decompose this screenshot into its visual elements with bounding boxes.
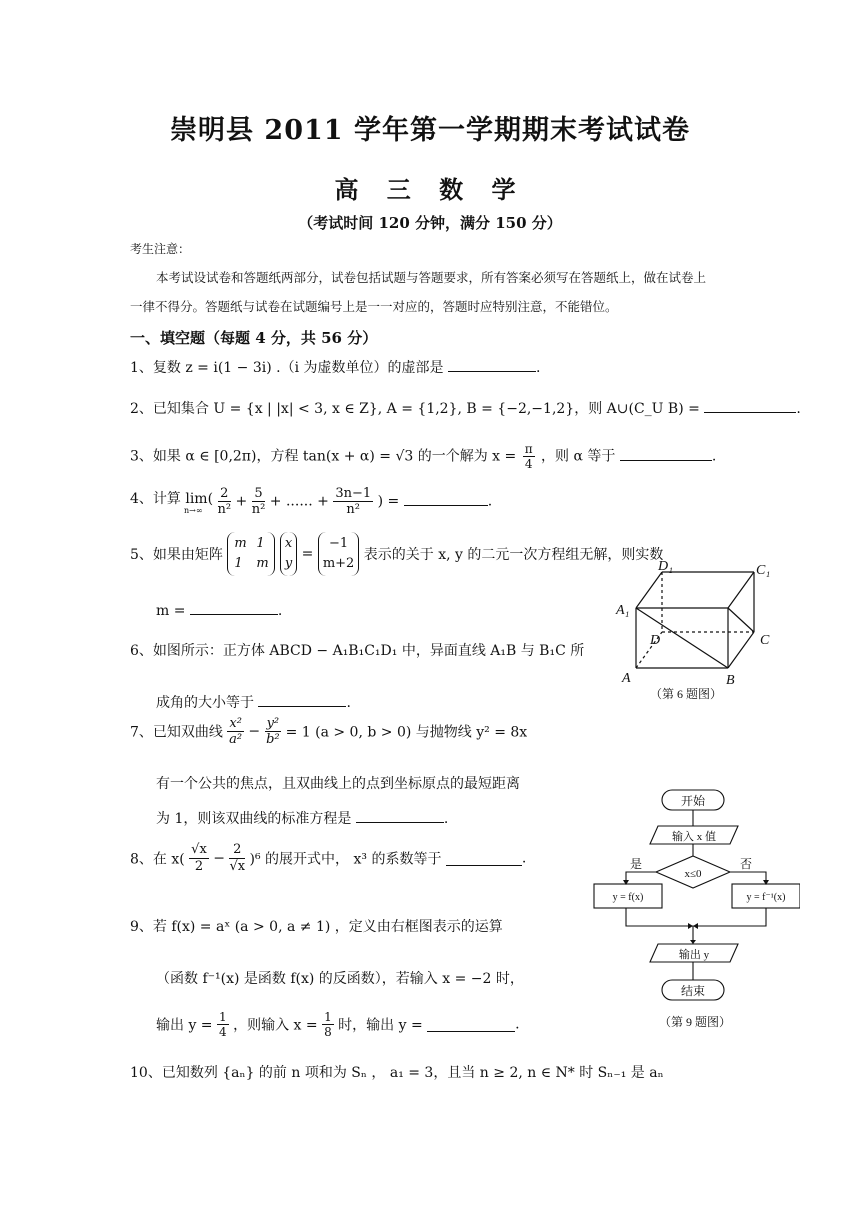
- period: .: [711, 448, 717, 465]
- answer-blank: [427, 1017, 515, 1032]
- period: .: [515, 1016, 520, 1033]
- period: .: [796, 401, 801, 417]
- flowchart-figure: [590, 784, 800, 1034]
- question-4-text-b: ) =: [377, 493, 400, 510]
- arrow-head: [693, 923, 698, 929]
- question-5: 5、如果由矩阵 m 1 1 m x y = −1 m+2 表示的关于 x, y 的二元一次方程组无解，则实数: [130, 532, 663, 576]
- question-5-text-a: 5、如果由矩阵: [130, 547, 223, 563]
- exam-time-info: （考试时间 120 分钟，满分 150 分）: [298, 214, 562, 232]
- notice-line-2: 一律不得分。答题纸与试卷在试题编号上是一一对应的，答题时应特别注意，不能错位。: [130, 299, 618, 314]
- question-7-text-d: 为 1，则该双曲线的标准方程是: [156, 811, 352, 827]
- flow-no-label: 否: [739, 857, 753, 871]
- fraction-1-over-4: $\frac{1}{4}$: [219, 1010, 227, 1039]
- period: .: [346, 695, 351, 711]
- question-2-text: 2、已知集合 U = {x | |x| < 3, x ∈ Z}, A = {1,2}, B = {−2,−1,2}，则 A∪(C_U B) =: [130, 401, 700, 417]
- question-2: [130, 398, 801, 418]
- flow-end-label: 结束: [680, 984, 706, 998]
- question-5-continued: [156, 600, 282, 619]
- question-9-line-3: [156, 1010, 520, 1039]
- label-d: D: [650, 633, 661, 648]
- question-1: [130, 357, 540, 377]
- fraction-x2-a2: $\frac{\text{x²}}{\text{a²}}$: [229, 716, 243, 747]
- edge-bc: [728, 632, 754, 668]
- period: .: [521, 850, 527, 867]
- question-3-text-b: ，则 α 等于: [541, 448, 616, 465]
- label-b: B: [726, 673, 735, 688]
- arrow-head: [690, 940, 696, 944]
- period: .: [535, 360, 541, 376]
- fraction-5-over-n2: $\frac{5}{\text{n²}}$: [251, 486, 266, 517]
- question-5-text-c: m =: [156, 603, 186, 619]
- answer-blank: [704, 398, 796, 413]
- figure-6-caption: （第 6 题图）: [650, 687, 723, 701]
- section-heading: 一、填空题（每题 4 分，共 56 分）: [130, 329, 378, 347]
- cube-figure: [612, 558, 782, 708]
- notice-heading: 考生注意：: [130, 242, 191, 256]
- answer-blank: [448, 357, 536, 372]
- label-c: C: [760, 633, 770, 648]
- subject-title: 高 三 数 学: [334, 175, 526, 204]
- question-7-text-b: = 1 (a > 0, b > 0) 与抛物线 y² = 8x: [285, 724, 528, 741]
- fraction-2-over-sqrtx: $\frac{2}{√x}$: [229, 842, 246, 874]
- flow-no-branch: [730, 872, 766, 884]
- flow-merge-line: [626, 908, 766, 926]
- question-8-text-a: 8、在 x(: [130, 851, 185, 868]
- diagonal-b1c: [728, 608, 754, 632]
- question-7-text-a: 7、已知双曲线: [130, 724, 223, 741]
- period: .: [487, 493, 493, 510]
- edge-b1c1: [728, 572, 754, 608]
- question-6: 6、如图所示：正方体 ABCD − A₁B₁C₁D₁ 中，异面直线 A₁B 与 B₁C 所: [130, 643, 585, 659]
- exam-title: 崇明县 2011 学年第一学期期末考试试卷: [170, 115, 690, 146]
- label-d1: D₁: [658, 559, 673, 574]
- period: .: [277, 603, 283, 619]
- label-a: A: [622, 671, 631, 686]
- arrow-head: [688, 923, 693, 929]
- question-1-text: 1、复数 z = i(1 − 3i) .（i 为虚数单位）的虚部是: [130, 360, 444, 376]
- flow-right-process-label: y = f⁻¹(x): [746, 892, 786, 903]
- question-6-text-b: 成角的大小等于: [156, 695, 254, 711]
- question-9: 9、若 f(x) = aˣ (a > 0, a ≠ 1) ，定义由右框图表示的运算: [130, 919, 503, 935]
- answer-blank: [404, 491, 488, 506]
- fraction-1-over-8: $\frac{1}{8}$: [324, 1010, 332, 1039]
- period: .: [443, 811, 449, 827]
- figure-9-caption: （第 9 题图）: [658, 1015, 732, 1029]
- question-4-limit: 4、计算 lim( n→∞: [130, 491, 214, 515]
- answer-blank: [620, 446, 712, 461]
- label-c1: C₁: [756, 563, 771, 578]
- matrix-variables: x y: [280, 532, 297, 576]
- question-7-line-3: [156, 808, 448, 828]
- question-3-text-a: 3、如果 α ∈ [0,2π)，方程 tan(x + α) = √3 的一个解为 x =: [130, 448, 517, 465]
- answer-blank: [356, 808, 444, 823]
- fraction-sqrtx-over-2: $\frac{√x}{2}$: [191, 842, 207, 874]
- question-9-text-c3: 时，输出 y =: [338, 1017, 423, 1034]
- dots: + ...... +: [269, 493, 329, 510]
- question-7: 7、已知双曲线 $\frac{\text{x²}}{\text{a²}}$ − $\frac{\text{y²}}{\text{b²}}$ = 1 (a > 0, b > 0) 与抛物线 y² = 8x: [130, 716, 528, 747]
- answer-blank: [258, 692, 346, 707]
- label-a1: A₁: [616, 603, 630, 618]
- fraction-2-over-n2: $\frac{2}{\text{n²}}$: [217, 486, 232, 517]
- flow-input-label: 输入 x 值: [672, 831, 716, 843]
- question-9-text-c1: 输出 y =: [156, 1017, 213, 1034]
- flow-left-process-label: y = f(x): [612, 892, 644, 903]
- question-5-text-b: 表示的关于 x, y 的二元一次方程组无解，则实数: [363, 547, 664, 563]
- question-9-text-c2: ，则输入 x =: [233, 1017, 318, 1034]
- flow-yes-label: 是: [629, 857, 643, 871]
- answer-blank: [446, 851, 522, 866]
- question-6-continued: [156, 692, 351, 712]
- flow-yes-branch: [626, 872, 656, 884]
- question-3: [130, 442, 716, 471]
- fraction-3n-1-over-n2: $\frac{3n-1}{\text{n²}}$: [335, 486, 372, 517]
- answer-blank: [190, 600, 278, 615]
- question-7-line-2: 有一个公共的焦点，且双曲线上的点到坐标原点的最短距离: [156, 776, 520, 792]
- question-10: 10、已知数列 {aₙ} 的前 n 项和为 Sₙ ， a₁ = 3，且当 n ≥ 2, n ∈ N* 时 Sₙ₋₁ 是 aₙ: [130, 1065, 664, 1081]
- question-8: 8、在 x( $\frac{√x}{2}$ − $\frac{2}{√x}$ )⁶ 的展开式中， x³ 的系数等于 .: [130, 842, 527, 874]
- fraction-pi-over-4: $\frac{\pi}{4}$: [524, 442, 533, 471]
- matrix-constants: −1 m+2: [318, 532, 360, 576]
- flow-start-label: 开始: [680, 794, 706, 808]
- matrix-coefficients: m 1 1 m: [227, 532, 275, 576]
- edge-a1d1: [636, 572, 662, 608]
- notice-line-1: 本考试设试卷和答题纸两部分，试卷包括试题与答题要求，所有答案必须写在答题纸上，做在试卷上: [156, 270, 707, 285]
- question-9-line-2: （函数 f⁻¹(x) 是函数 f(x) 的反函数），若输入 x = −2 时，: [156, 971, 524, 987]
- question-8-text-b: )⁶ 的展开式中， x³ 的系数等于: [249, 851, 442, 868]
- flow-output-label: 输出 y: [678, 949, 710, 961]
- question-4: 4、计算 lim( n→∞ $\frac{2}{\text{n²}}$ + $\frac{5}{\text{n²}}$ + ...... + $\frac{3n-1}{\text{n²}}$ ) = .: [130, 486, 493, 517]
- flow-condition-label: x≤0: [684, 868, 702, 880]
- fraction-y2-b2: $\frac{\text{y²}}{\text{b²}}$: [266, 716, 280, 747]
